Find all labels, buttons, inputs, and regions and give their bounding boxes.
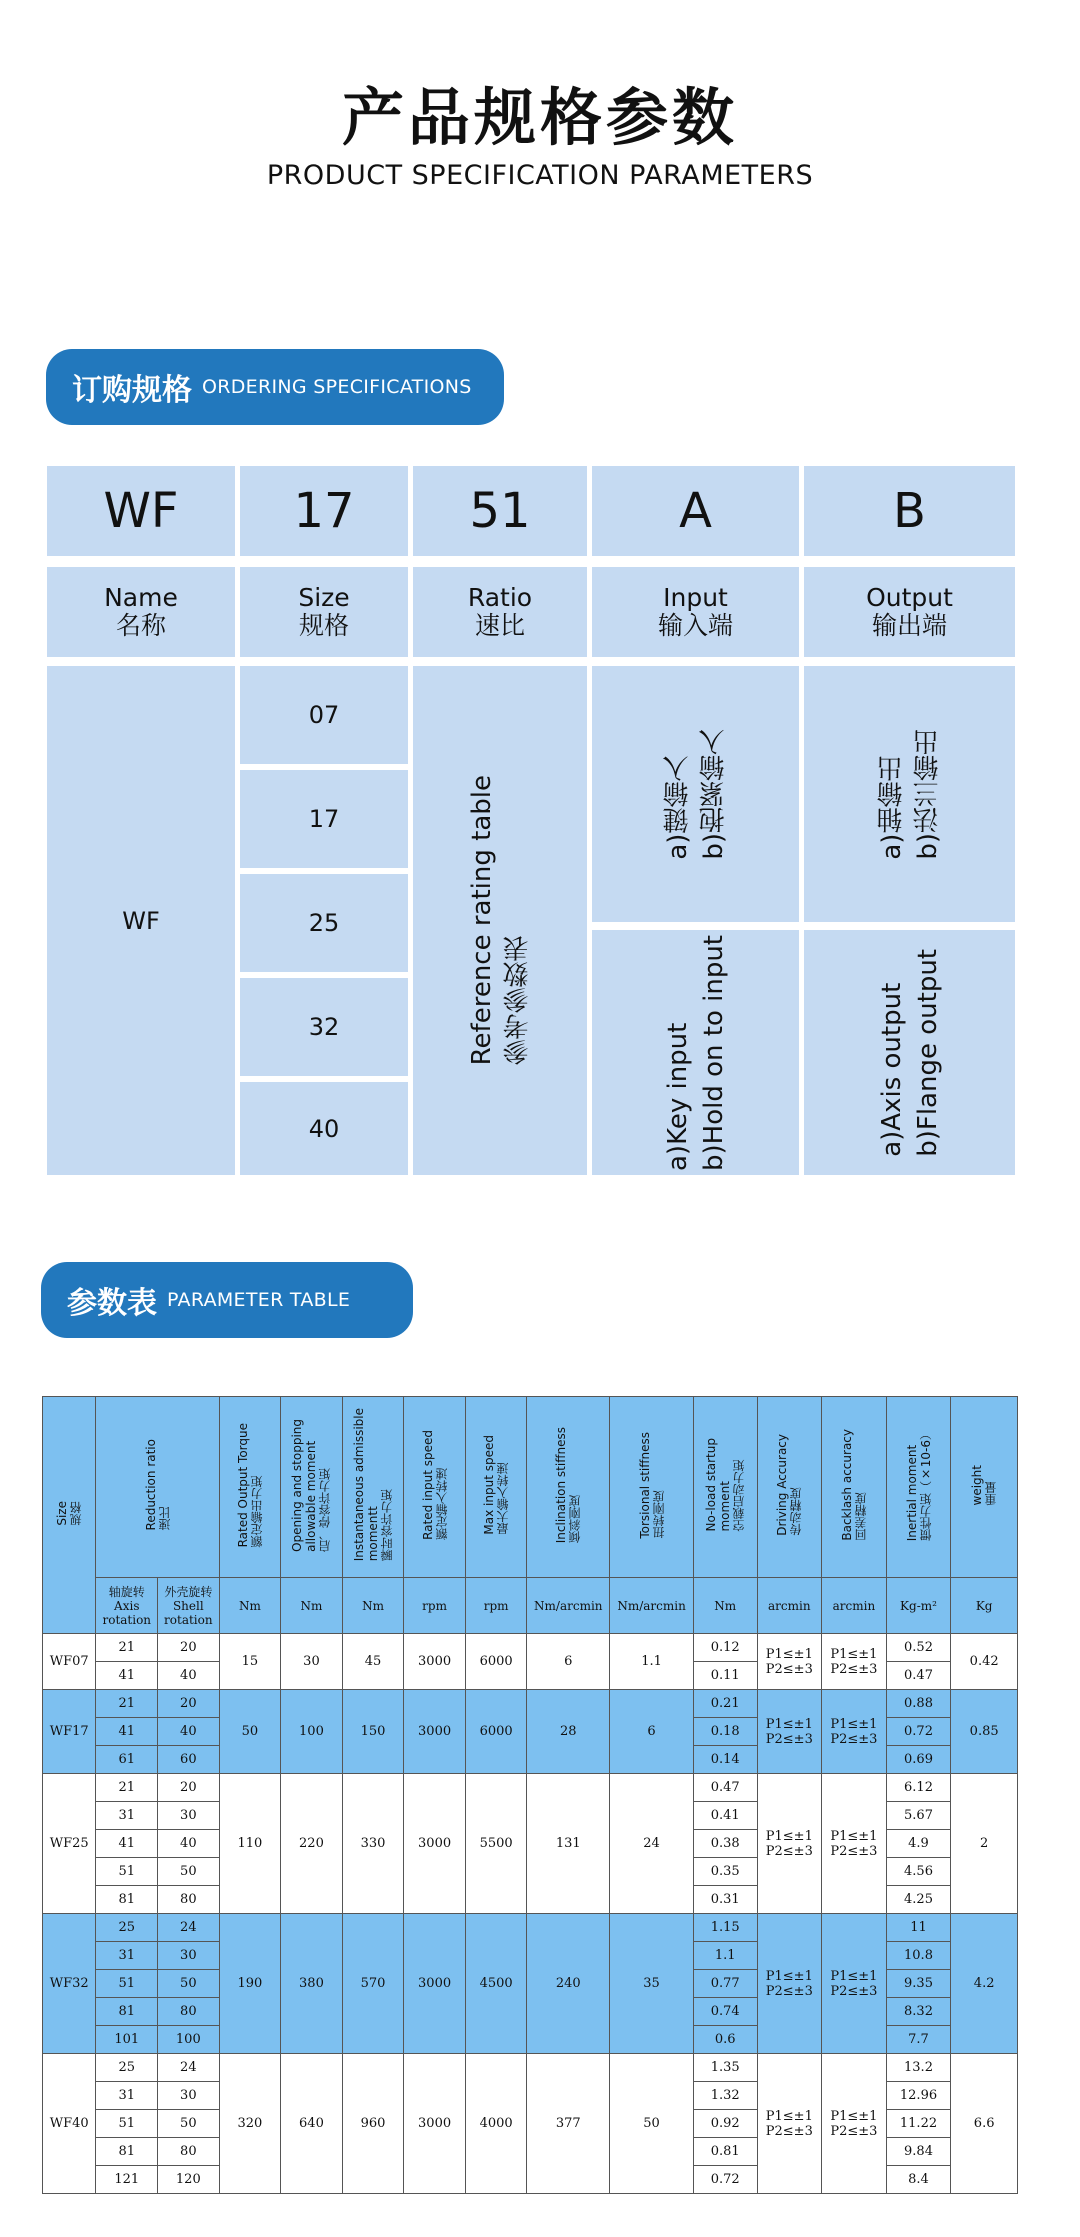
cell-shell-ratio: 20 [158,1774,220,1802]
header-noload-moment: No-load startup moment 空载启动力矩 [693,1397,757,1578]
subheader-shell-rotation: 外壳旋转 Shell rotation [158,1578,220,1634]
cell-rated-torque: 50 [219,1690,281,1774]
cell-noload-moment: 0.11 [693,1662,757,1690]
size-option: 40 [240,1082,408,1175]
cell-rated-input-speed: 3000 [404,1690,466,1774]
cell-shell-ratio: 40 [158,1830,220,1858]
parameter-table-badge [41,1262,413,1338]
unit-cell: Nm [693,1578,757,1634]
unit-cell: Nm/arcmin [527,1578,610,1634]
label-name [47,567,235,657]
cell-noload-moment: 0.92 [693,2110,757,2138]
size-option: 32 [240,978,408,1076]
table-row [43,1634,1018,1662]
input-options-zh [592,666,799,922]
output-option-b-en: b)Flange output [912,948,943,1157]
cell-noload-moment: 0.18 [693,1718,757,1746]
input-option-b-zh: b)抱紧输入 [698,728,729,860]
cell-inertial-moment: 8.4 [886,2166,951,2194]
cell-weight: 4.2 [951,1914,1018,2054]
cell-axis-ratio: 51 [96,1858,158,1886]
cell-inclination-stiffness: 131 [527,1774,610,1914]
cell-rated-torque: 190 [219,1914,281,2054]
cell-shell-ratio: 24 [158,1914,220,1942]
parameter-table [42,1396,1018,2194]
cell-inertial-moment: 0.52 [886,1634,951,1662]
header-rated-torque: Rated Output Torque 额定输出力矩 [219,1397,281,1578]
cell-shell-ratio: 24 [158,2054,220,2082]
cell-inertial-moment: 4.25 [886,1886,951,1914]
cell-weight: 6.6 [951,2054,1018,2194]
cell-inertial-moment: 7.7 [886,2026,951,2054]
cell-shell-ratio: 50 [158,1858,220,1886]
cell-inertial-moment: 9.84 [886,2138,951,2166]
table-row [43,1774,1018,1802]
label-size-zh: 规格 [298,611,349,640]
cell-max-input-speed: 4000 [465,2054,527,2194]
input-option-a-zh: a)键输入 [662,755,693,860]
cell-inertial-moment: 8.32 [886,1998,951,2026]
cell-noload-moment: 0.38 [693,1830,757,1858]
size-option: 07 [240,666,408,764]
cell-backlash-accuracy: P1≤±1 P2≤±3 [822,1774,887,1914]
cell-weight: 0.85 [951,1690,1018,1774]
cell-inertial-moment: 0.72 [886,1718,951,1746]
header-driving-accuracy: Driving Accuracy 传动精度 [757,1397,822,1578]
cell-shell-ratio: 80 [158,2138,220,2166]
cell-noload-moment: 0.41 [693,1802,757,1830]
cell-stop-moment: 100 [281,1690,343,1774]
table-row [43,1690,1018,1718]
cell-size: WF25 [43,1774,96,1914]
cell-torsional-stiffness: 1.1 [610,1634,694,1690]
cell-instant-moment: 45 [342,1634,404,1690]
header-weight: weight 重量 [951,1397,1018,1578]
cell-inclination-stiffness: 240 [527,1914,610,2054]
page-title-zh: 产品规格参数 [341,81,738,154]
unit-cell: Nm [219,1578,281,1634]
unit-cell: arcmin [822,1578,887,1634]
cell-torsional-stiffness: 50 [610,2054,694,2194]
cell-driving-accuracy: P1≤±1 P2≤±3 [757,1634,822,1690]
cell-inclination-stiffness: 28 [527,1690,610,1774]
cell-max-input-speed: 6000 [465,1690,527,1774]
cell-size: WF17 [43,1690,96,1774]
cell-rated-input-speed: 3000 [404,1634,466,1690]
cell-inertial-moment: 12.96 [886,2082,951,2110]
cell-rated-input-speed: 3000 [404,2054,466,2194]
cell-axis-ratio: 31 [96,2082,158,2110]
cell-axis-ratio: 51 [96,1970,158,1998]
cell-shell-ratio: 50 [158,1970,220,1998]
cell-instant-moment: 570 [342,1914,404,2054]
name-value: WF [47,666,235,1175]
cell-size: WF40 [43,2054,96,2194]
cell-max-input-speed: 6000 [465,1634,527,1690]
cell-backlash-accuracy: P1≤±1 P2≤±3 [822,1634,887,1690]
cell-inertial-moment: 11 [886,1914,951,1942]
cell-backlash-accuracy: P1≤±1 P2≤±3 [822,1914,887,2054]
label-name-en: Name [104,583,178,612]
cell-inertial-moment: 9.35 [886,1970,951,1998]
cell-noload-moment: 0.35 [693,1858,757,1886]
header-ratio: Reduction ratio 速比 [96,1397,219,1578]
cell-shell-ratio: 30 [158,2082,220,2110]
size-option: 25 [240,874,408,972]
cell-axis-ratio: 51 [96,2110,158,2138]
code-input: A [592,466,799,556]
cell-stop-moment: 220 [281,1774,343,1914]
header-inclination-stiffness: Inclination stiffness 倾斜刚度 [527,1397,610,1578]
cell-inertial-moment: 10.8 [886,1942,951,1970]
header-backlash-accuracy: Backlash accuracy 回差精度 [822,1397,887,1578]
subheader-axis-rotation: 轴旋转 Axis rotation [96,1578,158,1634]
unit-cell: Kg [951,1578,1018,1634]
label-ratio [413,567,587,657]
ratio-reference-zh: 参考参数表 [503,935,533,1066]
cell-shell-ratio: 80 [158,1998,220,2026]
cell-max-input-speed: 5500 [465,1774,527,1914]
header-size: Size 规格 [43,1397,96,1634]
cell-instant-moment: 330 [342,1774,404,1914]
cell-axis-ratio: 101 [96,2026,158,2054]
cell-inertial-moment: 0.47 [886,1662,951,1690]
cell-inclination-stiffness: 6 [527,1634,610,1690]
page-title-en: PRODUCT SPECIFICATION PARAMETERS [266,160,814,191]
cell-torsional-stiffness: 35 [610,1914,694,2054]
cell-axis-ratio: 81 [96,2138,158,2166]
header-stop-moment: Opening and stopping allowable moment 启、停容许力矩 [281,1397,343,1578]
cell-backlash-accuracy: P1≤±1 P2≤±3 [822,1690,887,1774]
cell-noload-moment: 1.35 [693,2054,757,2082]
cell-axis-ratio: 31 [96,1802,158,1830]
cell-shell-ratio: 80 [158,1886,220,1914]
cell-inertial-moment: 4.9 [886,1830,951,1858]
label-ratio-en: Ratio [467,583,533,612]
cell-noload-moment: 0.72 [693,2166,757,2194]
cell-shell-ratio: 40 [158,1662,220,1690]
label-input-zh: 输入端 [657,611,733,640]
cell-noload-moment: 0.77 [693,1970,757,1998]
cell-shell-ratio: 20 [158,1690,220,1718]
cell-stop-moment: 640 [281,2054,343,2194]
cell-inertial-moment: 11.22 [886,2110,951,2138]
cell-instant-moment: 150 [342,1690,404,1774]
label-output-en: Output [866,583,953,612]
cell-size: WF07 [43,1634,96,1690]
cell-torsional-stiffness: 6 [610,1690,694,1774]
cell-shell-ratio: 30 [158,1942,220,1970]
header-instant-moment: Instantaneous admissible momentt 瞬时容许力矩 [342,1397,404,1578]
cell-noload-moment: 0.21 [693,1690,757,1718]
cell-axis-ratio: 121 [96,2166,158,2194]
cell-driving-accuracy: P1≤±1 P2≤±3 [757,1774,822,1914]
ordering-badge-zh: 订购规格 [72,373,192,408]
cell-axis-ratio: 41 [96,1662,158,1690]
cell-inertial-moment: 0.69 [886,1746,951,1774]
parameter-badge-zh: 参数表 [67,1286,157,1321]
ordering-badge-en: ORDERING SPECIFICATIONS [202,376,472,398]
cell-axis-ratio: 31 [96,1942,158,1970]
label-ratio-zh: 速比 [474,611,525,640]
cell-torsional-stiffness: 24 [610,1774,694,1914]
cell-noload-moment: 0.14 [693,1746,757,1774]
cell-shell-ratio: 60 [158,1746,220,1774]
cell-axis-ratio: 21 [96,1690,158,1718]
input-option-b-en: b)Hold on to input [698,934,729,1171]
header-max-input-speed: Max input speed 最大输入转速 [465,1397,527,1578]
cell-axis-ratio: 21 [96,1634,158,1662]
cell-noload-moment: 0.47 [693,1774,757,1802]
input-options-en [592,930,799,1175]
header-rated-input-speed: Rated input speed 额定输入转速 [404,1397,466,1578]
cell-rated-input-speed: 3000 [404,1914,466,2054]
cell-noload-moment: 1.15 [693,1914,757,1942]
cell-shell-ratio: 100 [158,2026,220,2054]
cell-rated-torque: 320 [219,2054,281,2194]
cell-stop-moment: 30 [281,1634,343,1690]
cell-axis-ratio: 25 [96,2054,158,2082]
cell-inclination-stiffness: 377 [527,2054,610,2194]
cell-rated-input-speed: 3000 [404,1774,466,1914]
cell-shell-ratio: 20 [158,1634,220,1662]
unit-cell: Nm/arcmin [610,1578,694,1634]
code-name: WF [47,466,235,556]
cell-noload-moment: 1.1 [693,1942,757,1970]
label-input [592,567,799,657]
cell-stop-moment: 380 [281,1914,343,2054]
code-size: 17 [240,466,408,556]
input-option-a-en: a)Key input [662,1022,693,1171]
cell-driving-accuracy: P1≤±1 P2≤±3 [757,1690,822,1774]
cell-axis-ratio: 25 [96,1914,158,1942]
cell-noload-moment: 0.74 [693,1998,757,2026]
output-options-zh [804,666,1015,922]
cell-inertial-moment: 6.12 [886,1774,951,1802]
label-output-zh: 输出端 [871,611,947,640]
unit-cell: Kg-m² [886,1578,951,1634]
cell-noload-moment: 0.81 [693,2138,757,2166]
unit-cell: Nm [281,1578,343,1634]
unit-cell: rpm [465,1578,527,1634]
cell-shell-ratio: 120 [158,2166,220,2194]
label-output [804,567,1015,657]
label-name-zh: 名称 [115,611,166,640]
ratio-reference-en: Reference rating table [467,775,497,1066]
cell-axis-ratio: 81 [96,1998,158,2026]
cell-weight: 2 [951,1774,1018,1914]
cell-inertial-moment: 4.56 [886,1858,951,1886]
unit-cell: arcmin [757,1578,822,1634]
size-option: 17 [240,770,408,868]
cell-backlash-accuracy: P1≤±1 P2≤±3 [822,2054,887,2194]
code-ratio: 51 [413,466,587,556]
output-options-en [804,930,1015,1175]
cell-weight: 0.42 [951,1634,1018,1690]
cell-inertial-moment: 0.88 [886,1690,951,1718]
cell-noload-moment: 0.31 [693,1886,757,1914]
cell-size: WF32 [43,1914,96,2054]
cell-axis-ratio: 21 [96,1774,158,1802]
cell-shell-ratio: 50 [158,2110,220,2138]
header-torsional-stiffness: Torsional stiffness 扭转刚度 [610,1397,694,1578]
cell-driving-accuracy: P1≤±1 P2≤±3 [757,1914,822,2054]
cell-noload-moment: 0.6 [693,2026,757,2054]
output-option-a-zh: a)轴输出 [876,755,907,860]
cell-axis-ratio: 61 [96,1746,158,1774]
cell-instant-moment: 960 [342,2054,404,2194]
ordering-spec-badge [46,349,504,425]
cell-shell-ratio: 40 [158,1718,220,1746]
cell-max-input-speed: 4500 [465,1914,527,2054]
cell-rated-torque: 110 [219,1774,281,1914]
header-inertial-moment: Inertial moment 惯性力矩（×10-6） [886,1397,951,1578]
cell-noload-moment: 0.12 [693,1634,757,1662]
cell-driving-accuracy: P1≤±1 P2≤±3 [757,2054,822,2194]
unit-cell: Nm [342,1578,404,1634]
output-option-a-en: a)Axis output [876,982,907,1157]
unit-cell: rpm [404,1578,466,1634]
cell-inertial-moment: 13.2 [886,2054,951,2082]
cell-axis-ratio: 41 [96,1718,158,1746]
label-size [240,567,408,657]
parameter-badge-en: PARAMETER TABLE [167,1289,351,1311]
cell-axis-ratio: 41 [96,1830,158,1858]
output-option-b-zh: b)法兰输出 [912,728,943,860]
cell-rated-torque: 15 [219,1634,281,1690]
label-size-en: Size [298,583,350,612]
code-output: B [804,466,1015,556]
table-row [43,2054,1018,2082]
label-input-en: Input [663,583,728,612]
cell-axis-ratio: 81 [96,1886,158,1914]
cell-noload-moment: 1.32 [693,2082,757,2110]
table-row [43,1914,1018,1942]
cell-inertial-moment: 5.67 [886,1802,951,1830]
ratio-reference [413,666,587,1175]
cell-shell-ratio: 30 [158,1802,220,1830]
